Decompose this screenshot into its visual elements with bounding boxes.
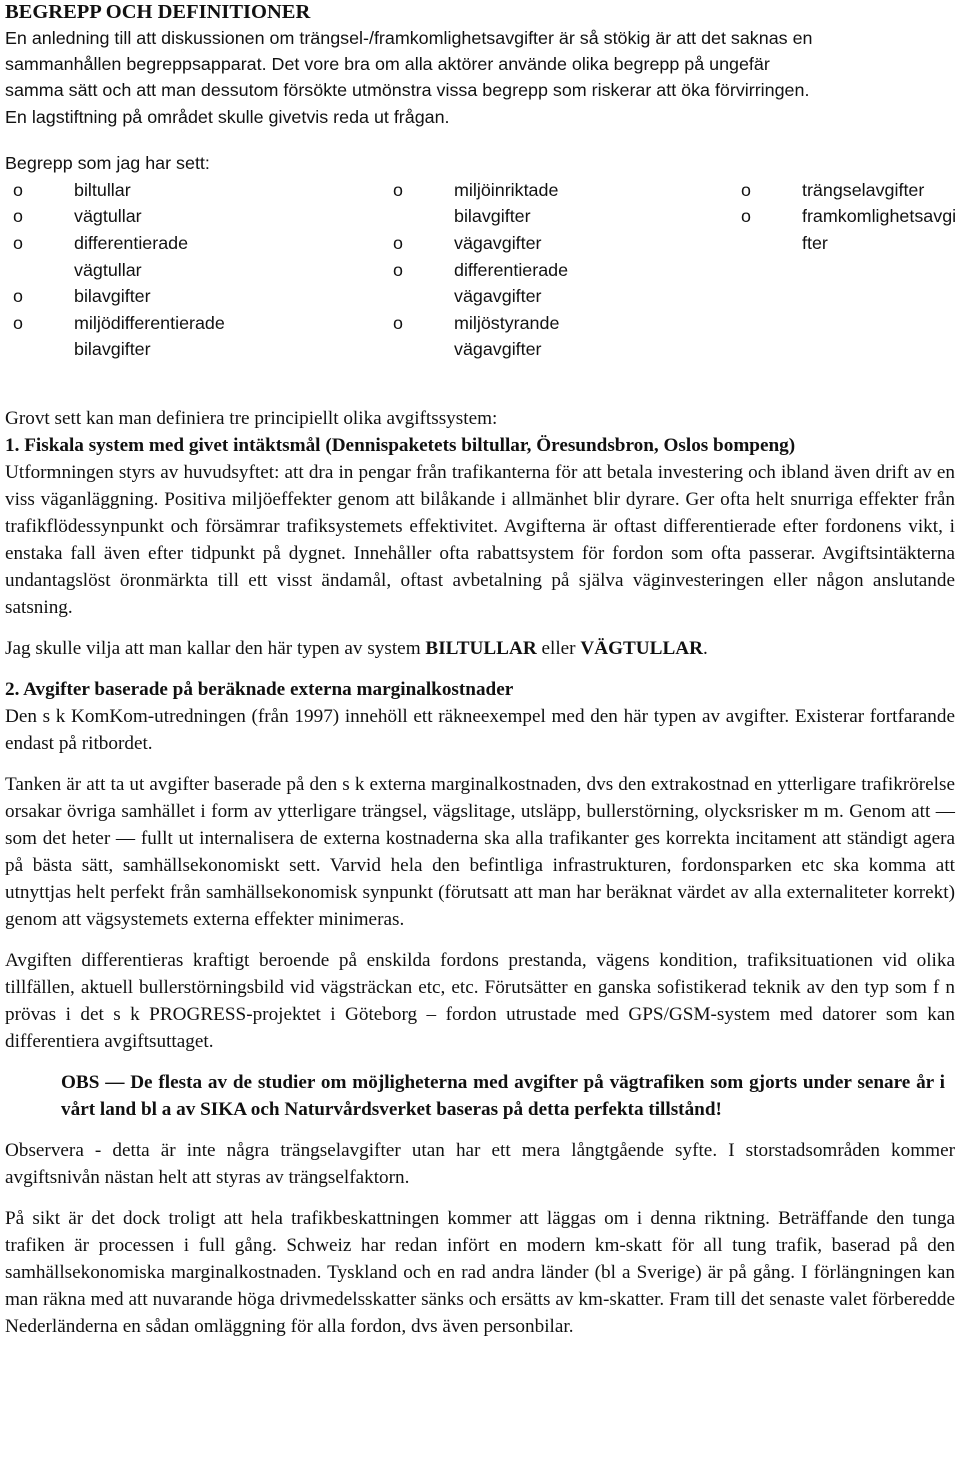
bullet-icon: o — [741, 206, 751, 227]
section-2-body-3: Avgiften differentieras kraftigt beroende på enskilda fordons prestanda, vägens kondition, trafiksituationen vid olika tillfällen, aktuell bullerstörningsbild vid vägsträckan etc, etc. Förutsätter en ganska sofistikerad teknik av den typ som f n prövas i det s k PROGRESS-projektet i Göteborg – fordon utrustade med GPS/GSM-system med datorer som kan differentiera avgiftsuttaget. — [5, 949, 955, 1052]
concepts-label: Begrepp som jag har sett: — [5, 152, 210, 173]
concept-item-text: vägtullar — [74, 259, 142, 280]
concept-item-text: framkomlighetsavgi — [802, 206, 957, 227]
bullet-icon: o — [13, 312, 23, 333]
section-2-body-5: På sikt är det dock troligt att hela trafikbeskattningen kommer att läggas om i denna riktning. Beträffande den tunga trafiken är processen i full gång. Schweiz har redan infört en modern km-skatt för all tung trafik, baserad på den samhällsekonomiska marginalkostnaden. Tyskland och en rad andra länder (bl a Sverige) är på gång. I förlängningen kan man räkna med att nuvarande höga drivmedelsskatter sänks och ersätts av km-skatter. Fram till det senaste valet förberedde Nederländerna en sådan omläggning för alla fordon, dvs även personbilar. — [5, 1207, 955, 1337]
concept-item-text: trängselavgifter — [802, 179, 925, 200]
bullet-icon: o — [13, 206, 23, 227]
concept-item — [5, 230, 335, 283]
concept-item-text: miljödifferentierade — [74, 312, 225, 333]
section-2-body-4: Observera - detta är inte några trängselavgifter utan har ett mera långtgående syfte. I storstadsområden kommer avgiftsnivån nästan helt att styras av trängselfaktorn. — [5, 1139, 955, 1188]
naming-suffix: . — [702, 637, 708, 659]
concept-item — [385, 310, 715, 363]
concept-item-text: differentierade — [454, 259, 569, 280]
concept-item — [733, 177, 960, 204]
intro-paragraph — [5, 25, 955, 130]
document-title: BEGREPP OCH DEFINITIONER — [5, 1, 311, 23]
naming-term-vagtullar: VÄGTULLAR — [580, 637, 703, 659]
intro-line: sammanhållen begreppsapparat. Det vore bra om alla aktörer använde olika begrepp på ungefär — [5, 54, 770, 75]
concept-item — [5, 310, 335, 363]
concept-item — [385, 230, 715, 257]
bullet-icon: o — [393, 233, 403, 253]
section-1-naming — [5, 635, 955, 662]
concept-item — [385, 177, 715, 230]
concept-item — [385, 257, 715, 310]
intro-line: En anledning till att diskussionen om trängsel-/framkomlighetsavgifter är så stökig är att det saknas en — [5, 28, 813, 48]
concept-item-text: bilavgifter — [74, 286, 151, 307]
section-1-body: Utformningen styrs av huvudsyftet: att dra in pengar från trafikanterna för att betala investering och ibland även drift av en viss väganläggning. Positiva miljöeffekter genom att bilåkande i allmänhet blir dyrare. Ger ofta helt snurriga effekter från trafikflödessynpunkt och försämrar trafiksystemets effektivitet. Avgifterna är oftast differentierade efter fordonens vikt, i enstaka fall även efter tidpunkt på dygnet. Innehåller ofta rabattsystem för fordon som ofta passerar. Avgiftsintäkterna undantagslöst öronmärkta till ett visst ändamål, oftast avbetalning på själva väginvesteringen eller någon anslutande satsning. — [5, 461, 955, 618]
concept-item-text: fter — [802, 233, 828, 253]
concept-column-1 — [5, 177, 335, 363]
systems-intro: Grovt sett kan man definiera tre principiellt olika avgiftssystem: — [5, 407, 498, 429]
section-2-heading: 2. Avgifter baserade på beräknade externa marginalkostnader — [5, 678, 514, 700]
concept-item — [733, 203, 960, 256]
naming-term-biltullar: BILTULLAR — [425, 637, 537, 659]
concept-item-text: vägavgifter — [454, 286, 542, 307]
obs-note: OBS — De flesta av de studier om möjligheterna med avgifter på vägtrafiken som gjorts under senare år i vårt land bl a av SIKA och Naturvårdsverket baseras på detta perfekta tillstånd! — [61, 1071, 945, 1120]
concept-column-2 — [385, 177, 715, 363]
bullet-icon: o — [13, 233, 23, 253]
bullet-icon: o — [13, 179, 23, 200]
naming-prefix: Jag skulle vilja att man kallar den här typen av system — [5, 637, 426, 659]
concept-item-text: miljöinriktade — [454, 179, 559, 200]
concept-item-text: bilavgifter — [454, 206, 531, 227]
concept-item-text: vägavgifter — [454, 339, 542, 360]
section-2-body-2: Tanken är att ta ut avgifter baserade på den s k externa marginalkostnaden, dvs den extrakostnad en ytterligare trafikrörelse orsakar övriga samhället i form av ytterligare trängsel, vägslitage, utsläpp, bullerstörning, olycksrisker m m. Genom att — som det heter — fullt ut internalisera de externa kostnaderna ska alla trafikanter ges korrekta incitament att ständigt agera på bästa sätt, samhällsekonomiskt sett. Varvid hela den befintliga infrastrukturen, fordonsparken etc ska komma att utnyttjas helt perfekt från samhällsekonomisk synpunkt (förutsatt att man har beräknat värdet av alla externaliteter korrekt) genom att vägsystemets externa effekter minimeras. — [5, 773, 955, 930]
concept-item-text: differentierade — [74, 233, 189, 253]
bullet-icon: o — [393, 259, 403, 280]
concept-item-text: miljöstyrande — [454, 312, 560, 333]
bullet-icon: o — [741, 179, 751, 200]
bullet-icon: o — [393, 179, 403, 200]
concept-columns — [5, 177, 955, 389]
section-1-heading: 1. Fiskala system med givet intäktsmål (Dennispaketets biltullar, Öresundsbron, Oslos bompeng) — [5, 434, 796, 456]
naming-mid: eller — [536, 637, 581, 659]
concept-item-text: vägtullar — [74, 206, 142, 227]
intro-line: samma sätt och att man dessutom försökte utmönstra vissa begrepp som riskerar att öka förvirringen. — [5, 80, 810, 101]
concept-item-text: biltullar — [74, 179, 131, 200]
document-page — [5, 0, 955, 1340]
section-2-body-1: Den s k KomKom-utredningen (från 1997) innehöll ett räkneexempel med den här typen av avgifter. Existerar fortfarande endast på ritbordet. — [5, 705, 955, 754]
bullet-icon: o — [393, 312, 403, 333]
intro-line: En lagstiftning på området skulle givetvis reda ut frågan. — [5, 106, 450, 127]
concept-item-text: bilavgifter — [74, 339, 151, 360]
concept-item-text: vägavgifter — [454, 233, 542, 253]
concept-item — [5, 203, 335, 230]
bullet-icon: o — [13, 286, 23, 307]
concept-item — [5, 283, 335, 310]
concept-item — [5, 177, 335, 204]
concept-column-3 — [733, 177, 960, 257]
